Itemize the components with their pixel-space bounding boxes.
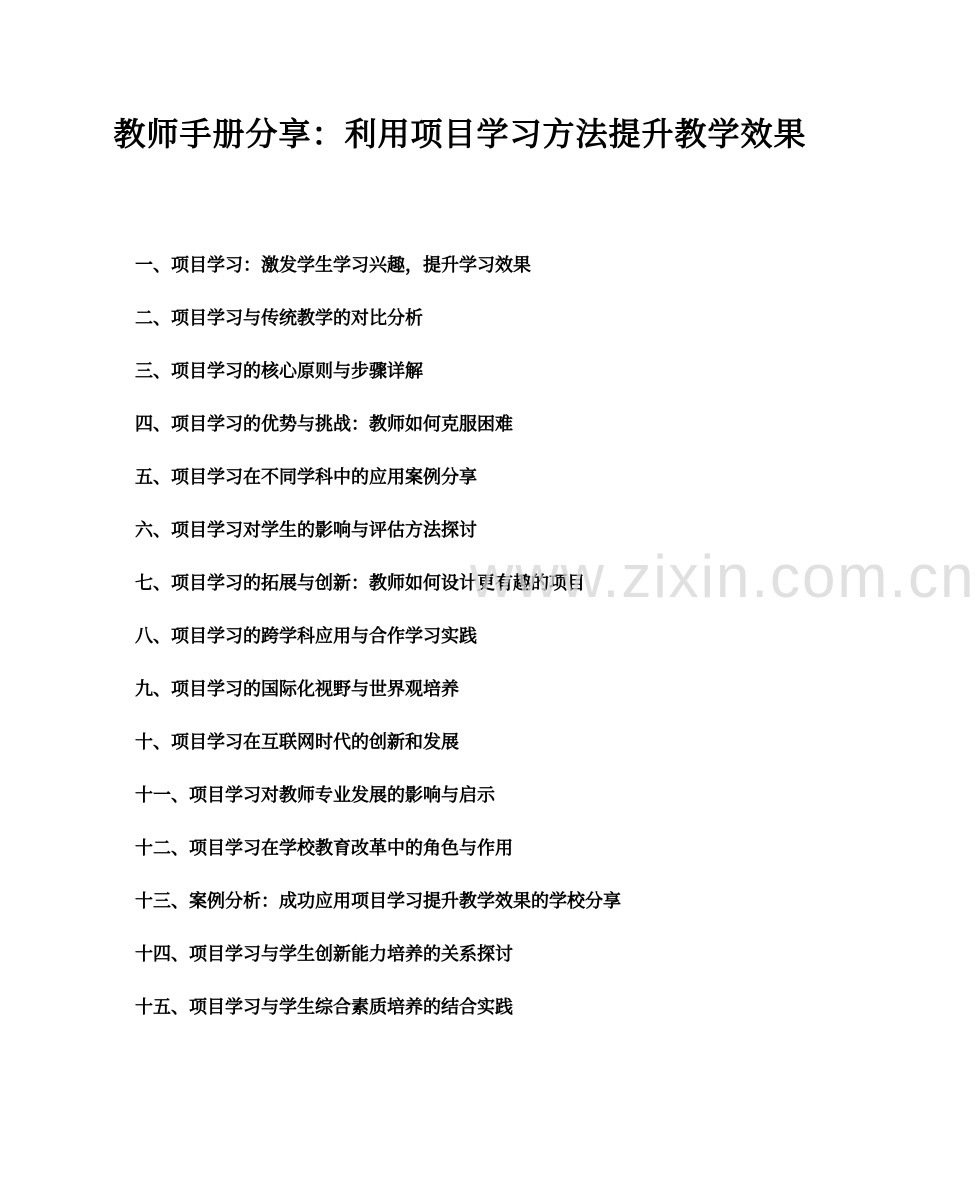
- toc-item: 十一、项目学习对教师专业发展的影响与启示: [135, 785, 495, 806]
- toc-item: 一、项目学习：激发学生学习兴趣，提升学习效果: [135, 255, 531, 276]
- watermark: www.zixin.com.cn: [470, 543, 975, 610]
- toc-item: 十五、项目学习与学生综合素质培养的结合实践: [135, 997, 513, 1018]
- document-title: 教师手册分享：利用项目学习方法提升教学效果: [113, 115, 807, 153]
- toc-item: 十三、案例分析：成功应用项目学习提升教学效果的学校分享: [135, 891, 621, 912]
- toc-item: 十、项目学习在互联网时代的创新和发展: [135, 732, 459, 753]
- toc-item: 十二、项目学习在学校教育改革中的角色与作用: [135, 838, 513, 859]
- toc-item: 八、项目学习的跨学科应用与合作学习实践: [135, 626, 477, 647]
- toc-item: 七、项目学习的拓展与创新：教师如何设计更有趣的项目: [135, 573, 585, 594]
- toc-item: 四、项目学习的优势与挑战：教师如何克服困难: [135, 414, 513, 435]
- toc-item: 六、项目学习对学生的影响与评估方法探讨: [135, 520, 477, 541]
- toc-item: 九、项目学习的国际化视野与世界观培养: [135, 679, 459, 700]
- table-of-contents: [135, 250, 621, 1045]
- toc-item: 十四、项目学习与学生创新能力培养的关系探讨: [135, 944, 513, 965]
- toc-item: 二、项目学习与传统教学的对比分析: [135, 308, 423, 329]
- toc-item: 三、项目学习的核心原则与步骤详解: [135, 361, 423, 382]
- toc-item: 五、项目学习在不同学科中的应用案例分享: [135, 467, 477, 488]
